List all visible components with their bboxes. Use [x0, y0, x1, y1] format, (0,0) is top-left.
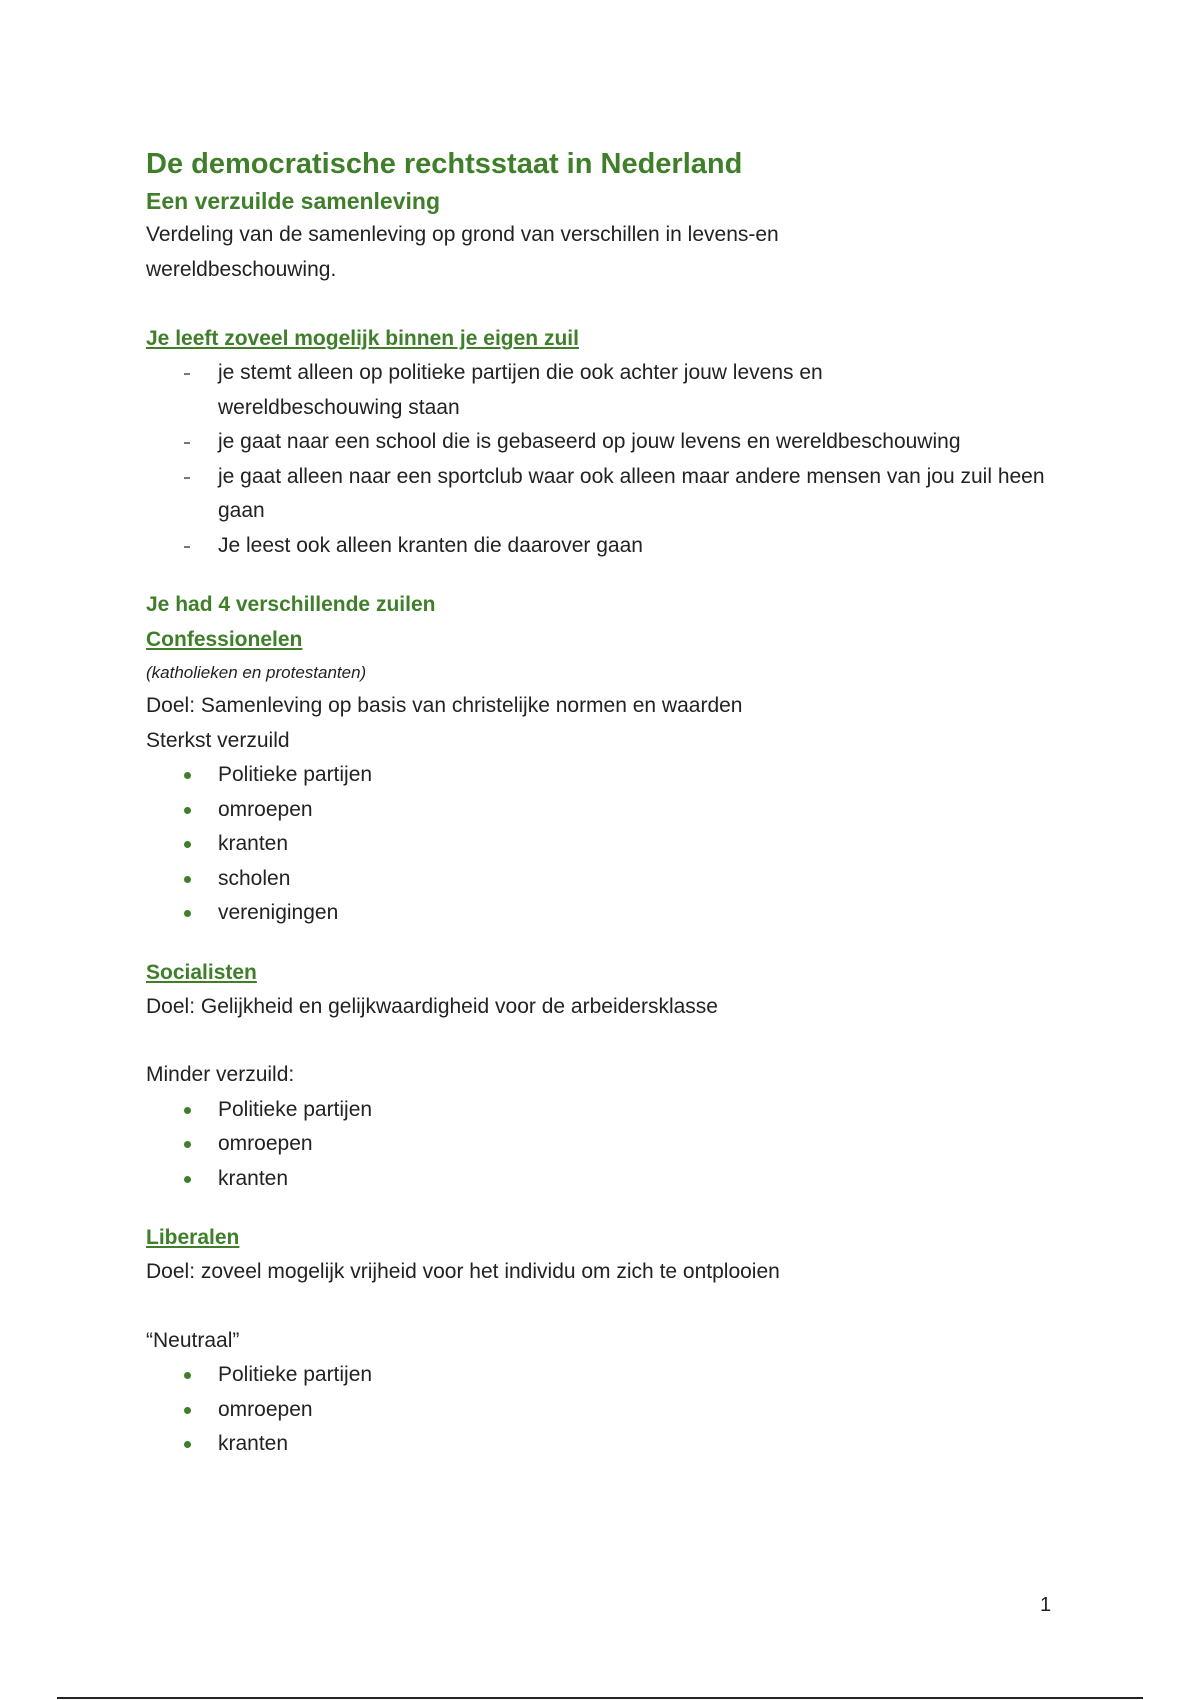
definition-text: Verdeling van de samenleving op grond van verschillen in levens-en wereldbeschouwing. [146, 223, 779, 281]
spacer [146, 1196, 1066, 1220]
pillars-heading: Je had 4 verschillende zuilen [146, 593, 436, 616]
list-item: je gaat naar een school die is gebaseerd op jouw levens en wereldbeschouwing [146, 425, 1066, 460]
list-item: omroepen [146, 793, 1066, 828]
pillar-life-heading: Je leeft zoveel mogelijk binnen je eigen zuil [146, 327, 579, 350]
liberalen-degree: “Neutraal” [146, 1328, 240, 1352]
list-item: omroepen [146, 1393, 1066, 1428]
liberalen-goal: Doel: zoveel mogelijk vrijheid voor het individu om zich te ontplooien [146, 1260, 780, 1283]
list-item: Je leest ook alleen kranten die daarover gaan [146, 529, 1066, 564]
socialisten-heading: Socialisten [146, 960, 257, 984]
socialisten-degree: Minder verzuild: [146, 1063, 295, 1086]
spacer [146, 931, 1066, 955]
confessionelen-goal: Doel: Samenleving op basis van christelijke normen en waarden [146, 694, 743, 717]
list-item: verenigingen [146, 896, 1066, 931]
list-item: Politieke partijen [146, 1093, 1066, 1128]
spacer [146, 287, 1066, 321]
confessionelen-degree: Sterkst verzuild [146, 728, 290, 752]
spacer [146, 1024, 1066, 1058]
footer-divider [57, 1697, 1143, 1699]
document-content [146, 144, 1066, 1462]
liberalen-list [146, 1358, 1066, 1462]
list-item: Politieke partijen [146, 758, 1066, 793]
socialisten-goal: Doel: Gelijkheid en gelijkwaardigheid voor de arbeidersklasse [146, 994, 718, 1018]
list-item: omroepen [146, 1127, 1066, 1162]
list-item: kranten [146, 827, 1066, 862]
pillar-life-list [146, 356, 1066, 563]
liberalen-heading: Liberalen [146, 1226, 240, 1249]
section-title: Een verzuilde samenleving [146, 188, 441, 214]
list-item: je gaat alleen naar een sportclub waar ook alleen maar andere mensen van jou zuil heen gaan [146, 460, 1050, 529]
list-item: kranten [146, 1162, 1066, 1197]
spacer [146, 1290, 1066, 1324]
spacer [146, 563, 1066, 587]
list-item: je stemt alleen op politieke partijen die ook achter jouw levens en wereldbeschouwing staan [146, 356, 938, 425]
list-item: scholen [146, 862, 1066, 897]
page-number: 1 [1040, 1594, 1052, 1616]
socialisten-list [146, 1093, 1066, 1197]
confessionelen-note: (katholieken en protestanten) [146, 663, 367, 682]
document-title: De democratische rechtsstaat in Nederland [146, 148, 743, 180]
list-item: Politieke partijen [146, 1358, 1066, 1393]
list-item: kranten [146, 1427, 1066, 1462]
confessionelen-list [146, 758, 1066, 931]
confessionelen-heading: Confessionelen [146, 628, 303, 651]
